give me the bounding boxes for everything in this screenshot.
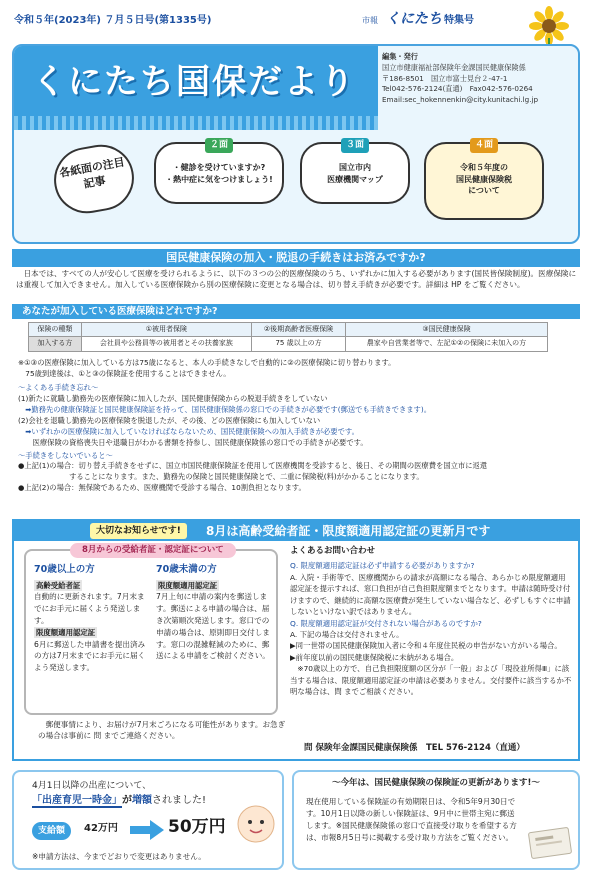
issue-date: 令和５年(2023年) ７月５日号(第1335号) [14,15,212,26]
mail-note: 郵便事情により、お届けが7月末ごろになる可能性があります。お急ぎの場合は事前に 問 までご連絡ください。 [38,720,286,741]
faq-case: ▶同一世帯の国民健康保険加入者に令和４年度住民税の申告がない方がいる場合。 [290,641,562,651]
note-line: ※①③の医療保険に加入している方は75歳になると、本人の手続きなしで自動的に②の医療保険に切り替わります。 [18,358,396,367]
faq-answer: A. 入院・手術等で、医療機関からの請求が高額になる場合、あらかじめ限度額適用認定証を提示すれば、窓口負担が自己負担限度額までとなります。申請は随時受け付けますので、継続的に高額な医療費が発生していない場合など、必ずしもすぐに申請しないといけない訳ではありません。 [290,572,571,617]
card-line: 医療機関マップ [327,174,383,184]
faq-question: Q. 限度額適用認定証が交付されない場合があるのですか? [290,618,482,628]
renewal-body: 現在使用している保険証の有効期限日は、令和5年9月30日です。10月1日以降の新しい保険証は、9月中に世帯主宛に郵送します。※国民健康保険係の窓口で直接受け取りを希望する方は、市報8月5日号に掲載する受け取り方法をご覧ください。 [306,797,517,843]
city-logo: くにたち [386,11,442,27]
table-cell: 保険の種類 [29,323,82,337]
page-tag: ３面 [341,138,369,153]
birth-allowance-box [12,770,284,870]
renewal-heading: 〜今年は、国民健康保険の保険証の更新があります!〜 [332,778,540,788]
title-band [14,46,378,130]
publisher-line: Tel042-576-2124(直通) Fax042-576-0264 [382,84,533,94]
publisher-heading: 編集・発行 [382,52,418,61]
section-title: 国民健康保険の加入・脱退の手続きはお済みですか? [12,249,580,267]
highlight-card-page3[interactable] [300,142,410,204]
noproc-item: ●上記(1)の場合：切り替え手続きをせずに、国立市国民健康保険証を使用して医療機関を受診すると、後日、その期間の医療費を国立市に返還 [18,461,488,471]
insurance-card-icon [528,824,572,860]
publisher-line: Email:sec_hokennenkin@city.kunitachi.lg.jp [382,95,539,105]
faq-answer: A. 下記の場合は交付されません。 [290,629,404,639]
intro-paragraph: 日本では、すべての人が安心して医療を受けられるように、以下の３つの公的医療保険のうち、いずれかに加入する必要があります(国民皆保険制度)。医療保険には重複して加入できません。加入している医療保険から別の医療保険に変更となる場合は、切り替え手続きが必要です。詳細は HP をご覧ください。 [16,269,577,290]
notes [18,358,578,494]
noproc-heading: 〜手続きをしないでいると〜 [18,450,113,460]
focus-bubble: 各紙面の注目記事 [49,140,139,219]
notice-box [12,519,580,761]
table-cell: ②後期高齢者医療保険 [252,323,346,337]
card-label: 限度額適用認定証 [158,580,218,590]
table-cell: ③国民健康保険 [345,323,547,337]
page-title: くにたち国保だより [32,62,356,102]
card-line: ・熱中症に気をつけましょう! [165,174,273,184]
lump-sum-label: 「出産育児一時金」 [32,795,122,806]
special-issue-label: 特集号 [444,15,474,26]
forgot-item: (1)新たに就職し勤務先の医療保険に加入したが、国民健康保険からの脱退手続きをしていない [18,393,328,403]
publisher-info [382,52,578,106]
increase-label: 増額 [132,795,152,806]
table-row [29,323,548,337]
highlights [14,138,578,242]
subsection-title: あなたが加入している医療保険はどれですか? [12,304,580,319]
noproc-item: ●上記(2)の場合：無保険であるため、医療機関で受診する場合、10割負担となります。 [18,483,306,493]
city-label: 市報 [362,16,378,25]
card-label: 高齢受給者証 [36,580,81,590]
publisher-line: 国立市健康福祉部保険年金課国民健康保険係 [382,62,526,72]
faq-case: ※70歳以上の方で、自己負担限度額の区分が「一般」および「現役並所得Ⅲ」に該当する場合は、限度額適用認定証の申請は必要ありません。交付要件に該当するか不明な場合は、問 までご相談ください。 [290,664,572,697]
card-line: 国立市内 [339,163,371,172]
column-heading: 70歳未満の方 [156,564,217,575]
column-heading: 70歳以上の方 [34,564,95,575]
forgot-item: ➡勤務先の健康保険証と国民健康保険証を持って、国民健康保険係の窓口での手続きが必要です(郵送でも手続きできます)。 [18,404,431,414]
note-line: 75歳到達後は、①と③の保険証を使用することはできません。 [18,368,231,378]
forgot-item: (2)会社を退職し勤務先の医療保険を脱退したが、その後、どの医療保険にも加入していない [18,415,321,425]
highlight-card-page2[interactable] [154,142,284,204]
table-cell: ①被用者保険 [81,323,251,337]
amount-label: 支給額 [32,822,71,840]
notice-header [14,521,578,541]
forgot-heading: 〜よくある手続き忘れ〜 [18,382,99,392]
notice-title: 8月は高齢受給者証・限度額適用認定証の更新月です [206,524,491,538]
under70-column [156,563,274,662]
card-renewal-box [292,770,580,870]
forgot-item: ➡いずれかの医療保険に加入していなければならないため、国民健康保険への加入手続きが必要です。 [18,426,359,436]
birth-text: されました! [152,795,207,806]
card-line: ・健診を受けていますか? [172,163,266,172]
masthead [14,12,534,32]
birth-text: が [122,795,132,806]
column-text: 自動的に更新されます。7月末までにお手元に届くよう発送します。 [34,592,145,626]
table-cell: 加入する方 [29,337,82,351]
card-line: について [468,186,500,196]
renewal-box [24,545,278,715]
noproc-item: することになります。また、勤務先の保険と国民健康保険とで、二重に保険税(料)がかかることになります。 [18,472,424,482]
card-label: 限度額適用認定証 [36,627,96,637]
column-text: 7月上旬に申請の案内を郵送します。郵送による申請の場合は、届き次第順次発送します。窓口での申請の場合は、原則即日交付します。窓口の混雑軽減のために、郵送による申請をご検討ください。 [156,592,270,661]
highlight-card-page4[interactable] [424,142,544,220]
birth-line1: 4月1日以降の出産について、 [32,781,152,791]
card-line: 令和５年度の [460,163,508,172]
new-amount: 50万円 [168,817,226,837]
arrow-right-icon [130,820,164,840]
page-tag: ２面 [205,138,233,153]
table-cell: 農家や自営業者等で、左記①②の保険に未加入の方 [345,337,547,351]
column-text: 6月に郵送した申請書を提出済みの方は7月末までにお手元に届くよう発送します。 [34,639,146,673]
card-line: 国民健康保険税 [456,174,512,184]
table-row [29,337,548,351]
birth-line2 [32,794,206,808]
faq-heading: よくあるお問い合わせ [290,546,376,556]
birth-note: ※申請方法は、今までどおりで変更はありません。 [32,852,206,861]
table-cell: 会社員や公務員等の被用者とその扶養家族 [81,337,251,351]
faq-question: Q. 限度額適用認定証は必ず申請する必要がありますか? [290,561,475,571]
faq-case: ▶前年度以前の国民健康保険税に未納がある場合。 [290,652,459,662]
renewal-box-heading: 8月からの受給者証・認定証について [70,543,236,558]
insurance-table [28,322,548,352]
contact-line: 問 保険年金課国民健康保険係 TEL 576-2124（直通） [304,743,525,753]
table-cell: 75 歳以上の方 [252,337,346,351]
baby-icon [234,802,278,846]
notice-tag: 大切なお知らせです! [90,523,187,539]
publisher-line: 〒186-8501 国立市富士見台２-47-1 [382,73,508,83]
forgot-item: 医療保険の資格喪失日や退職日がわかる書類を持参し、国民健康保険係の窓口での手続きが必要です。 [18,437,368,447]
old-amount: 42万円 [84,823,118,834]
header-box [12,44,580,244]
page-tag: ４面 [470,138,498,153]
faq [290,545,572,698]
over70-column [34,563,152,674]
